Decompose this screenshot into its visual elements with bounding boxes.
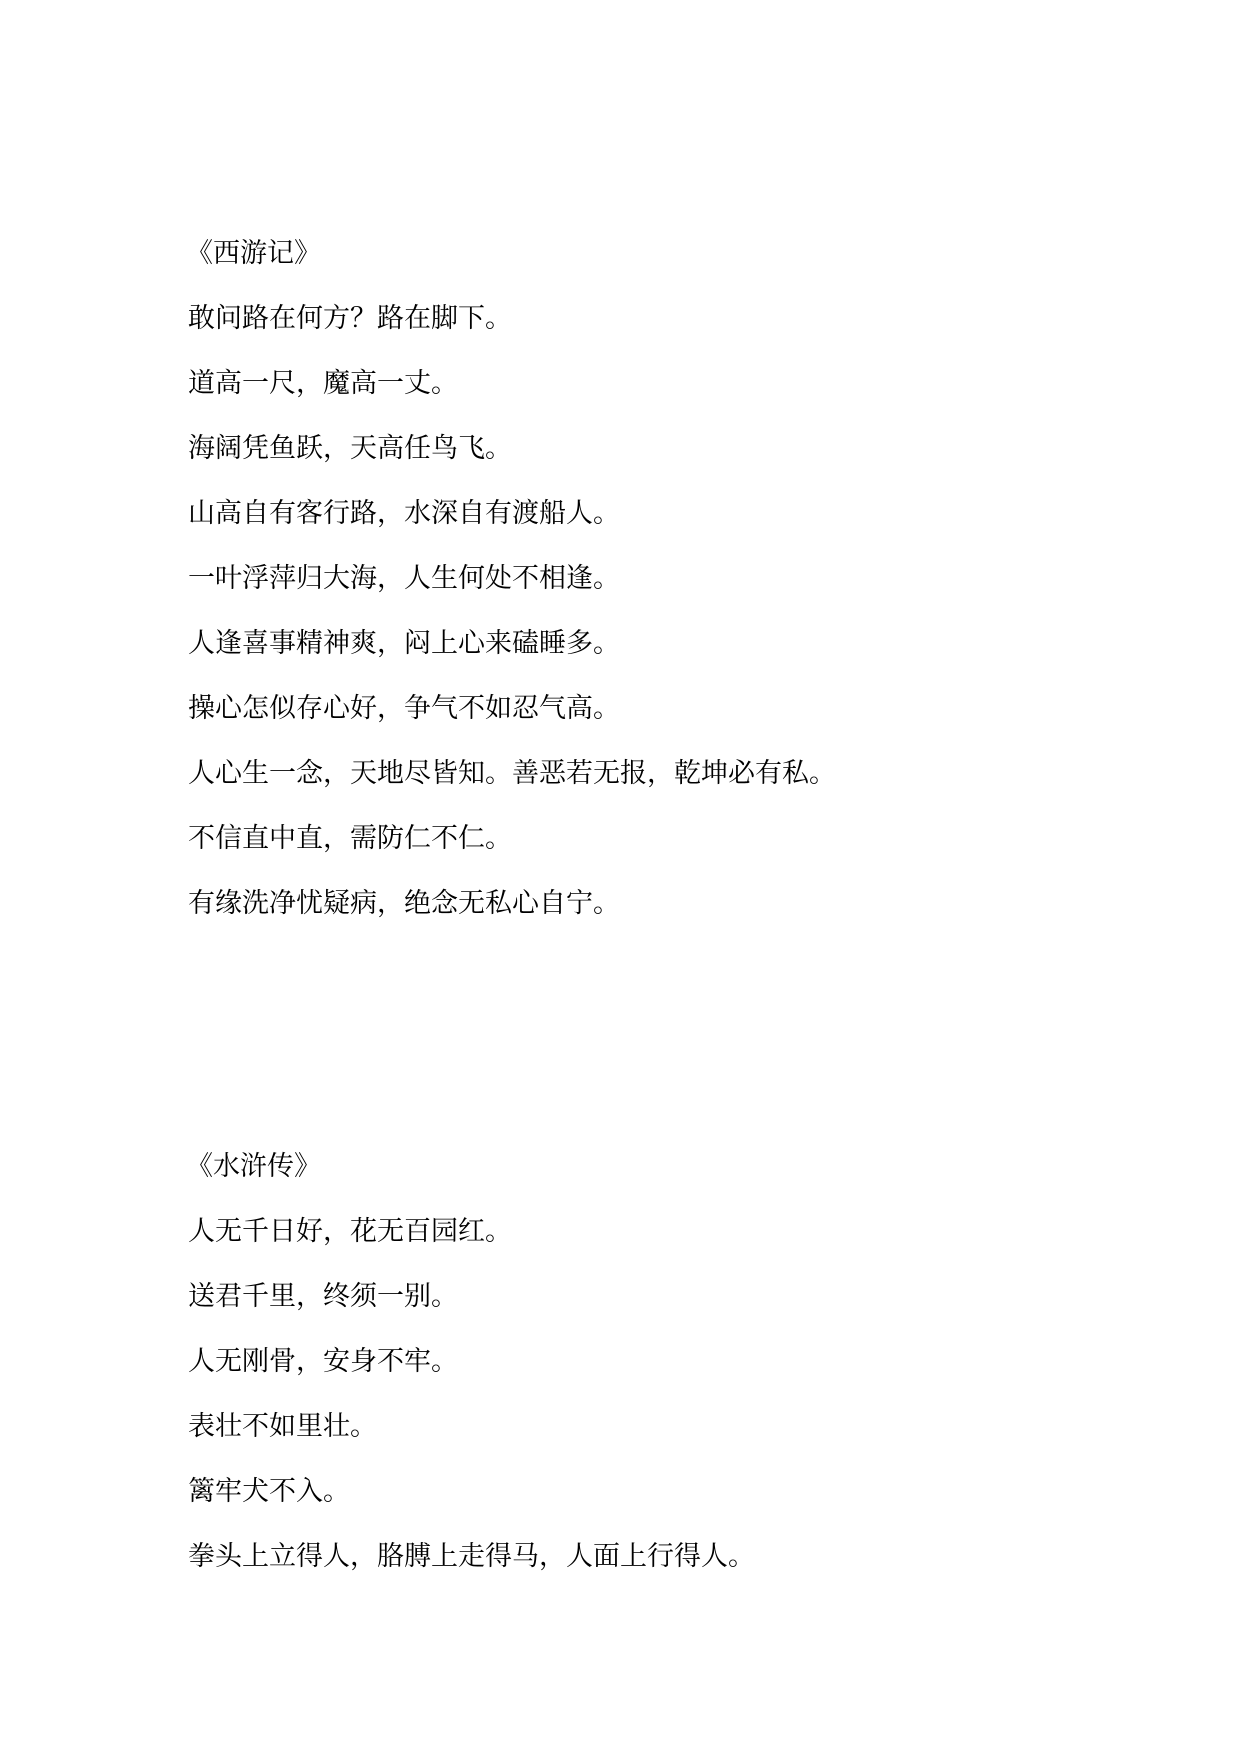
quote-line: 人逢喜事精神爽，闷上心来磕睡多。 [188, 628, 620, 659]
quote-line: 不信直中直，需防仁不仁。 [188, 823, 512, 854]
quote-line: 表壮不如里壮。 [188, 1411, 377, 1442]
quote-line: 敢问路在何方？路在脚下。 [188, 303, 512, 334]
quote-line: 人无刚骨，安身不牢。 [188, 1346, 458, 1377]
quote-line: 人心生一念，天地尽皆知。善恶若无报，乾坤必有私。 [188, 758, 836, 789]
quote-line: 人无千日好，花无百园红。 [188, 1216, 512, 1247]
quote-line: 操心怎似存心好，争气不如忍气高。 [188, 693, 620, 724]
quote-line: 山高自有客行路，水深自有渡船人。 [188, 498, 620, 529]
section-title: 《西游记》 [186, 238, 321, 269]
quote-line: 送君千里，终须一别。 [188, 1281, 458, 1312]
quote-line: 一叶浮萍归大海，人生何处不相逢。 [188, 563, 620, 594]
quote-line: 篱牢犬不入。 [188, 1476, 350, 1507]
quote-line: 海阔凭鱼跃，天高任鸟飞。 [188, 433, 512, 464]
section-title: 《水浒传》 [186, 1151, 321, 1182]
quote-line: 有缘洗净忧疑病，绝念无私心自宁。 [188, 888, 620, 919]
section-water-margin [188, 1151, 1188, 1606]
quote-line: 拳头上立得人，胳膊上走得马，人面上行得人。 [188, 1541, 755, 1572]
quote-line: 道高一尺，魔高一丈。 [188, 368, 458, 399]
section-journey-to-the-west [188, 238, 1188, 953]
